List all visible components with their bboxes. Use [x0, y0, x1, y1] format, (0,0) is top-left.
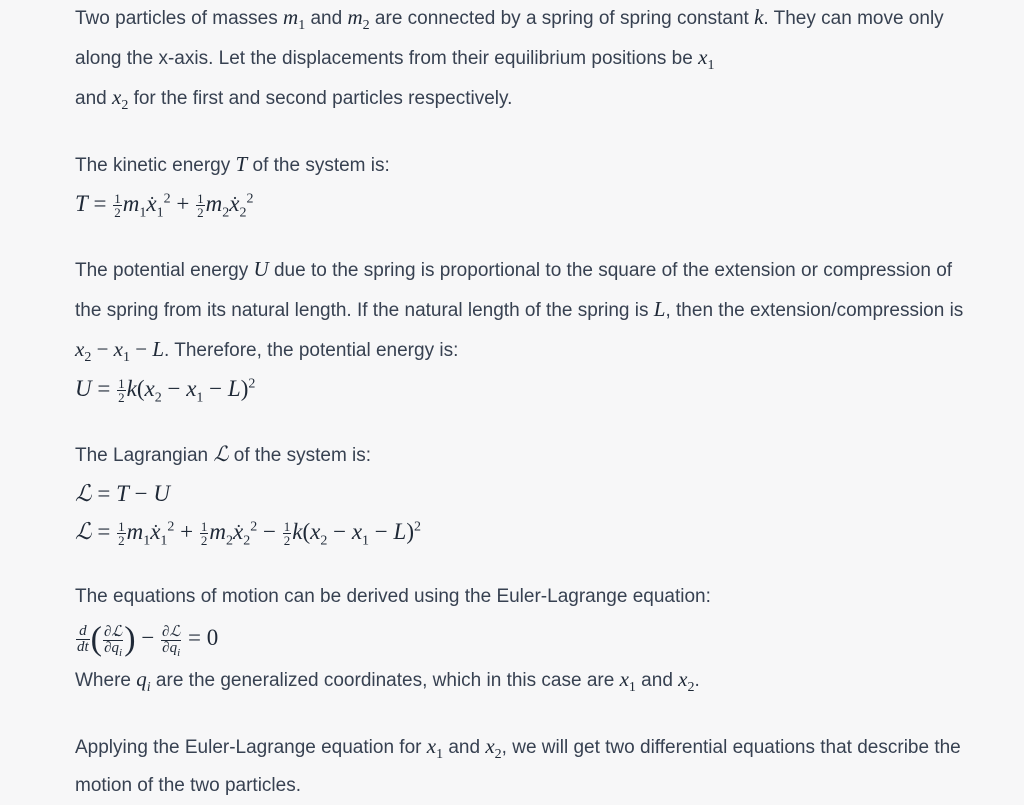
lagrangian-definition-equation: ℒ = T − U [75, 481, 170, 507]
math-m1: $m_1$ [283, 5, 306, 34]
math-lagrangian-symbol: ℒ [213, 442, 229, 466]
math-x1-where: $x_1$ [619, 667, 636, 696]
math-x2: $x_2$ [111, 85, 129, 114]
euler-paragraph: The equations of motion can be derived using the Euler-Lagrange equation: [75, 586, 711, 607]
potential-energy-equation: U = $\frac{1}{2}$ $k(x_2 - x_1 - L)^2$ [75, 376, 256, 406]
math-x2-applying: $x_2$ [485, 734, 502, 763]
math-x1: $x_1$ [698, 45, 715, 74]
math-x1-applying: $x_1$ [426, 734, 444, 763]
answer-content [75, 0, 975, 805]
kinetic-energy-equation: T = $\frac{1}{2}$ $m_1\cdot x_1^2$ + $\frac{1}{2}$ $m_2\cdot x_2^2$ [75, 185, 975, 223]
math-m2: $m_2$ [347, 5, 370, 34]
math-T: T [235, 152, 248, 176]
potential-paragraph: The potential energy U due to the spring is proportional to the square of the extension or compression of the spring from its natural length. If the natural length of the spring is L, then the extension/compression is $x_2 - x_1 - L$. Therefore, the potential energy is: [75, 257, 964, 366]
math-x2-where: $x_2$ [678, 667, 695, 696]
intro-paragraph: Two particles of masses $m_1$ and $m_2$ are connected by a spring of spring constant k. They can move only along the x-axis. Let the displacements from their equilibrium positions be $x_1$ and $x_2$ for the first and second particles respectively. [75, 5, 944, 114]
math-extension: $x_2 - x_1 - L$ [75, 337, 165, 366]
lagrangian-paragraph: The Lagrangian ℒ of the system is: [75, 442, 372, 466]
where-paragraph: Where $q_i$ are the generalized coordinates, which in this case are $x_1$ and $x_2$. [75, 667, 700, 696]
kinetic-paragraph: The kinetic energy T of the system is: [75, 152, 390, 176]
euler-lagrange-equation: $\frac{d}{dt}$ ( $\frac{\text{∂ℒ}}{\partial\cdot q_i}$ ) − $\frac{\text{∂ℒ}}{\partial q_i}$ = 0 [75, 616, 975, 660]
math-U: U [253, 257, 269, 281]
math-k: k [754, 5, 764, 29]
applying-paragraph: Applying the Euler-Lagrange equation for $x_1$ and $x_2$, we will get two differential equations that describe the motion of the two particles. [75, 734, 961, 796]
math-qi: $q_i$ [136, 667, 151, 696]
lagrangian-expanded-equation: ℒ = $\frac{1}{2}$ $m_1\cdot x_1^2$ + $\frac{1}{2}$ $m_2\cdot x_2^2$ − $\frac{1}{2}$ $k(x_2 - x_1 - L)^2$ [75, 513, 975, 551]
math-L: L [653, 297, 666, 321]
